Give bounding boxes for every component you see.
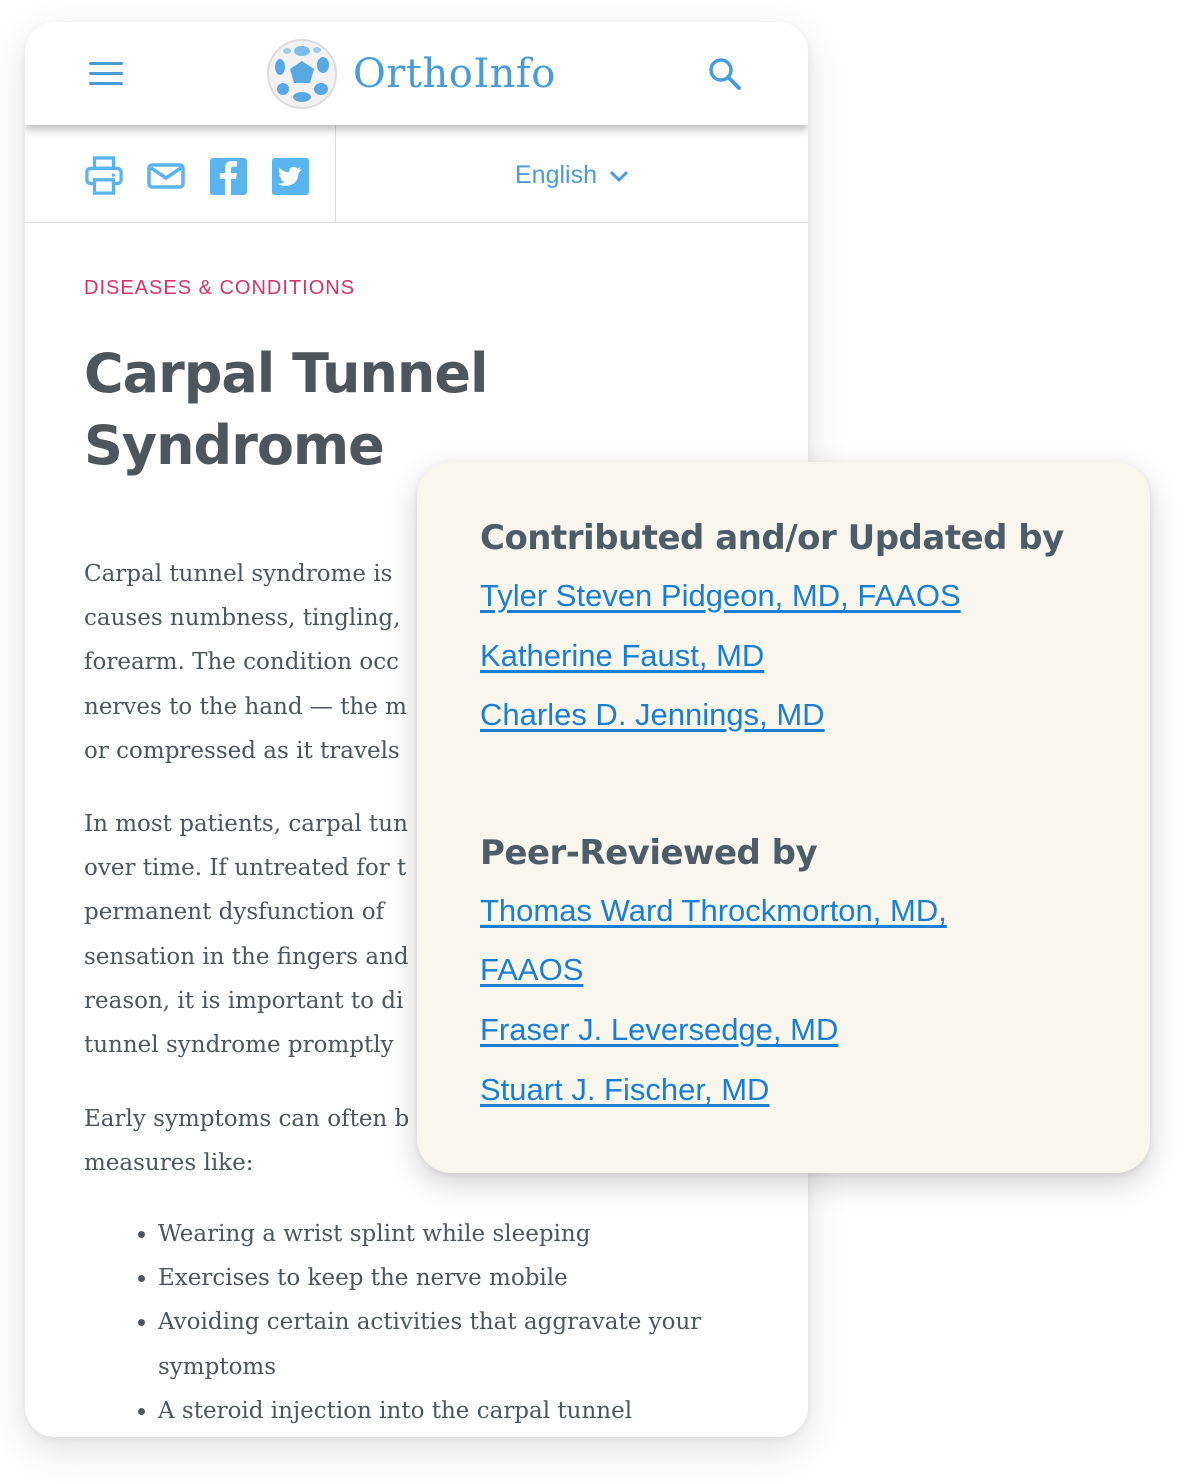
article-paragraph-1	[84, 552, 407, 773]
article-paragraph-2	[84, 802, 409, 1067]
print-icon[interactable]	[85, 157, 123, 195]
site-name: OrthoInfo	[353, 51, 556, 97]
text-line: nerves to the hand — the m	[84, 693, 407, 720]
site-header	[25, 22, 808, 125]
text-line: In most patients, carpal tun	[84, 811, 408, 837]
contributed-heading: Contributed and/or Updated by	[480, 518, 1064, 558]
share-bar	[25, 125, 808, 223]
text-line: forearm. The condition occ	[84, 649, 399, 676]
contributor-link[interactable]: Katherine Faust, MD	[480, 637, 765, 673]
text-line: causes numbness, tingling,	[84, 605, 401, 632]
share-bar-divider	[335, 125, 336, 222]
reviewer-link[interactable]: Fraser J. Leversedge, MD	[480, 1011, 839, 1047]
email-icon[interactable]	[147, 157, 185, 195]
text-line: Early symptoms can often b	[84, 1106, 410, 1132]
hamburger-menu-icon[interactable]	[89, 62, 123, 86]
text-line: permanent dysfunction of	[84, 899, 385, 926]
treatment-list	[84, 1212, 758, 1433]
text-line: over time. If untreated for t	[84, 855, 407, 882]
text-line: tunnel syndrome promptly	[84, 1032, 394, 1059]
chevron-down-icon	[609, 170, 629, 182]
search-icon[interactable]	[707, 56, 743, 92]
language-selector[interactable]	[515, 161, 629, 190]
text-line: sensation in the fingers and	[84, 943, 409, 970]
list-item: • Exercises to keep the nerve mobile	[158, 1256, 758, 1300]
article-paragraph-3	[84, 1097, 409, 1185]
language-label: English	[515, 161, 597, 189]
contributor-link[interactable]: Tyler Steven Pidgeon, MD, FAAOS	[480, 578, 961, 613]
twitter-icon[interactable]	[271, 157, 309, 195]
reviewer-link[interactable]: FAAOS	[480, 952, 584, 988]
text-line: measures like:	[84, 1150, 254, 1177]
text-line: Carpal tunnel syndrome is	[84, 561, 393, 587]
credits-card	[417, 462, 1150, 1173]
list-item: • Wearing a wrist splint while sleeping	[158, 1212, 758, 1256]
peer-reviewed-heading: Peer-Reviewed by	[480, 832, 818, 873]
site-logo[interactable]	[265, 38, 556, 110]
facebook-icon[interactable]	[209, 157, 247, 195]
reviewer-link[interactable]: Thomas Ward Throckmorton, MD,	[480, 892, 947, 928]
reviewer-link[interactable]: Stuart J. Fischer, MD	[480, 1071, 770, 1107]
category-label[interactable]: DISEASES & CONDITIONS	[84, 277, 356, 299]
text-line: reason, it is important to di	[84, 987, 404, 1014]
text-line: or compressed as it travels	[84, 737, 400, 764]
contributor-link[interactable]: Charles D. Jennings, MD	[480, 697, 825, 733]
page-title: Carpal Tunnel Syndrome	[84, 342, 488, 477]
list-item: • A steroid injection into the carpal tunnel	[158, 1389, 758, 1433]
ortho-globe-logo-icon	[265, 37, 339, 111]
list-item: • Avoiding certain activities that aggravate your symptoms	[158, 1300, 758, 1388]
